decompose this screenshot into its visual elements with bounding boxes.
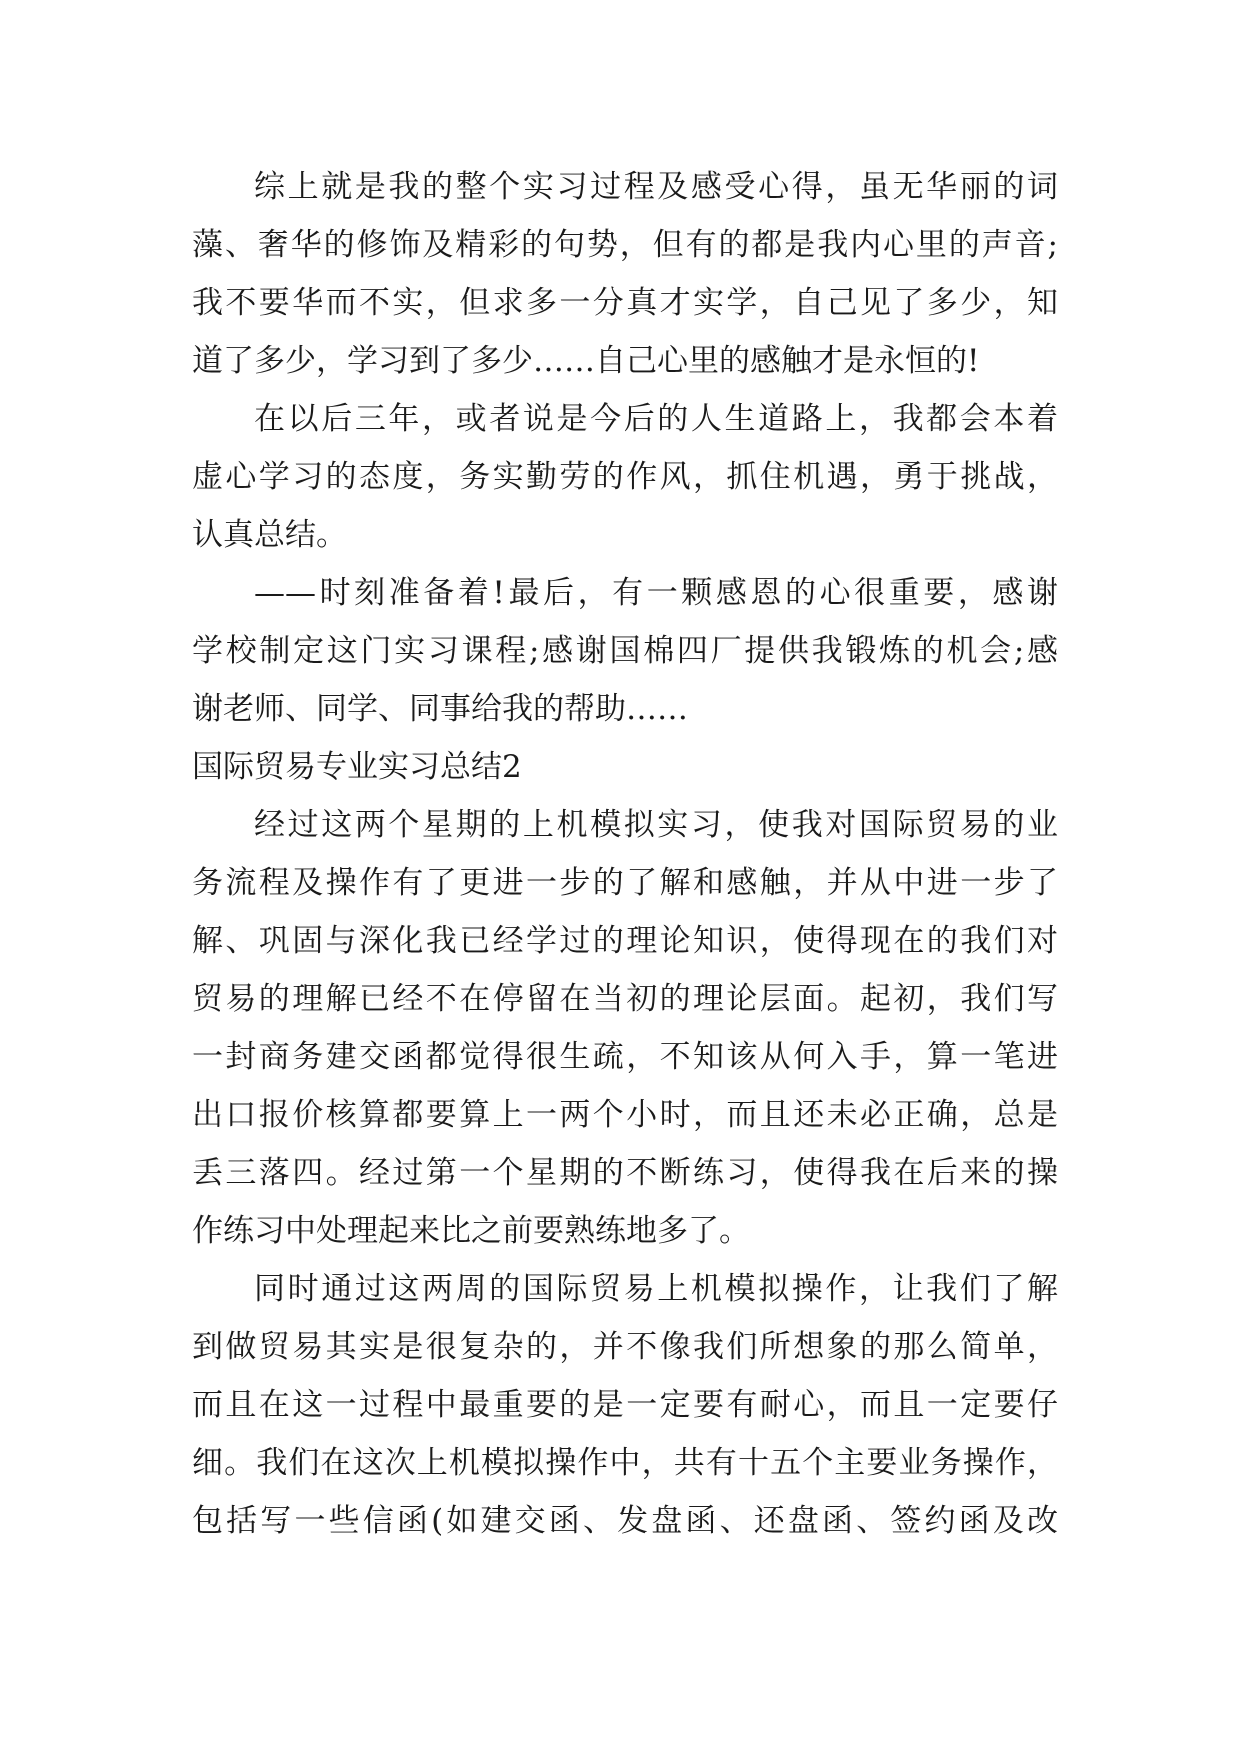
- paragraph-experience: [192, 796, 1058, 1260]
- paragraph-thanks: [192, 564, 1058, 738]
- text-line: 而且在这一过程中最重要的是一定要有耐心，而且一定要仔: [192, 1387, 1058, 1423]
- text-line: 细。我们在这次上机模拟操作中，共有十五个主要业务操作，: [192, 1445, 1058, 1481]
- section-heading: 国际贸易专业实习总结2: [192, 749, 522, 785]
- paragraph-complexity: [192, 1260, 1058, 1550]
- text-line: 我不要华而不实，但求多一分真才实学，自己见了多少，知: [192, 285, 1058, 321]
- text-line: 一封商务建交函都觉得很生疏，不知该从何入手，算一笔进: [192, 1039, 1058, 1075]
- text-line: 经过这两个星期的上机模拟实习，使我对国际贸易的业: [254, 807, 1058, 843]
- text-line: 包括写一些信函(如建交函、发盘函、还盘函、签约函及改: [192, 1503, 1058, 1539]
- text-line: 到做贸易其实是很复杂的，并不像我们所想象的那么简单，: [192, 1329, 1058, 1365]
- text-line: 贸易的理解已经不在停留在当初的理论层面。起初，我们写: [192, 981, 1058, 1017]
- text-line: 藻、奢华的修饰及精彩的句势，但有的都是我内心里的声音;: [192, 227, 1058, 263]
- text-line: 同时通过这两周的国际贸易上机模拟操作，让我们了解: [254, 1271, 1058, 1307]
- paragraph-conclusion: [192, 158, 1058, 390]
- text-line: 作练习中处理起来比之前要熟练地多了。: [192, 1213, 750, 1249]
- text-line: 综上就是我的整个实习过程及感受心得，虽无华丽的词: [254, 169, 1058, 205]
- text-line: 认真总结。: [192, 517, 347, 553]
- text-line: 道了多少，学习到了多少……自己心里的感触才是永恒的!: [192, 343, 980, 379]
- paragraph-future: [192, 390, 1058, 564]
- text-line: 丢三落四。经过第一个星期的不断练习，使得我在后来的操: [192, 1155, 1058, 1191]
- text-line: 学校制定这门实习课程;感谢国棉四厂提供我锻炼的机会;感: [192, 633, 1058, 669]
- document-body: [192, 158, 1058, 1550]
- text-line: 出口报价核算都要算上一两个小时，而且还未必正确，总是: [192, 1097, 1058, 1133]
- text-line: 谢老师、同学、同事给我的帮助……: [192, 691, 688, 727]
- text-line: 在以后三年，或者说是今后的人生道路上，我都会本着: [254, 401, 1058, 437]
- text-line: 务流程及操作有了更进一步的了解和感触，并从中进一步了: [192, 865, 1058, 901]
- text-line: 虚心学习的态度，务实勤劳的作风，抓住机遇，勇于挑战，: [192, 459, 1058, 495]
- text-line: ——时刻准备着!最后，有一颗感恩的心很重要，感谢: [254, 575, 1058, 611]
- text-line: 解、巩固与深化我已经学过的理论知识，使得现在的我们对: [192, 923, 1058, 959]
